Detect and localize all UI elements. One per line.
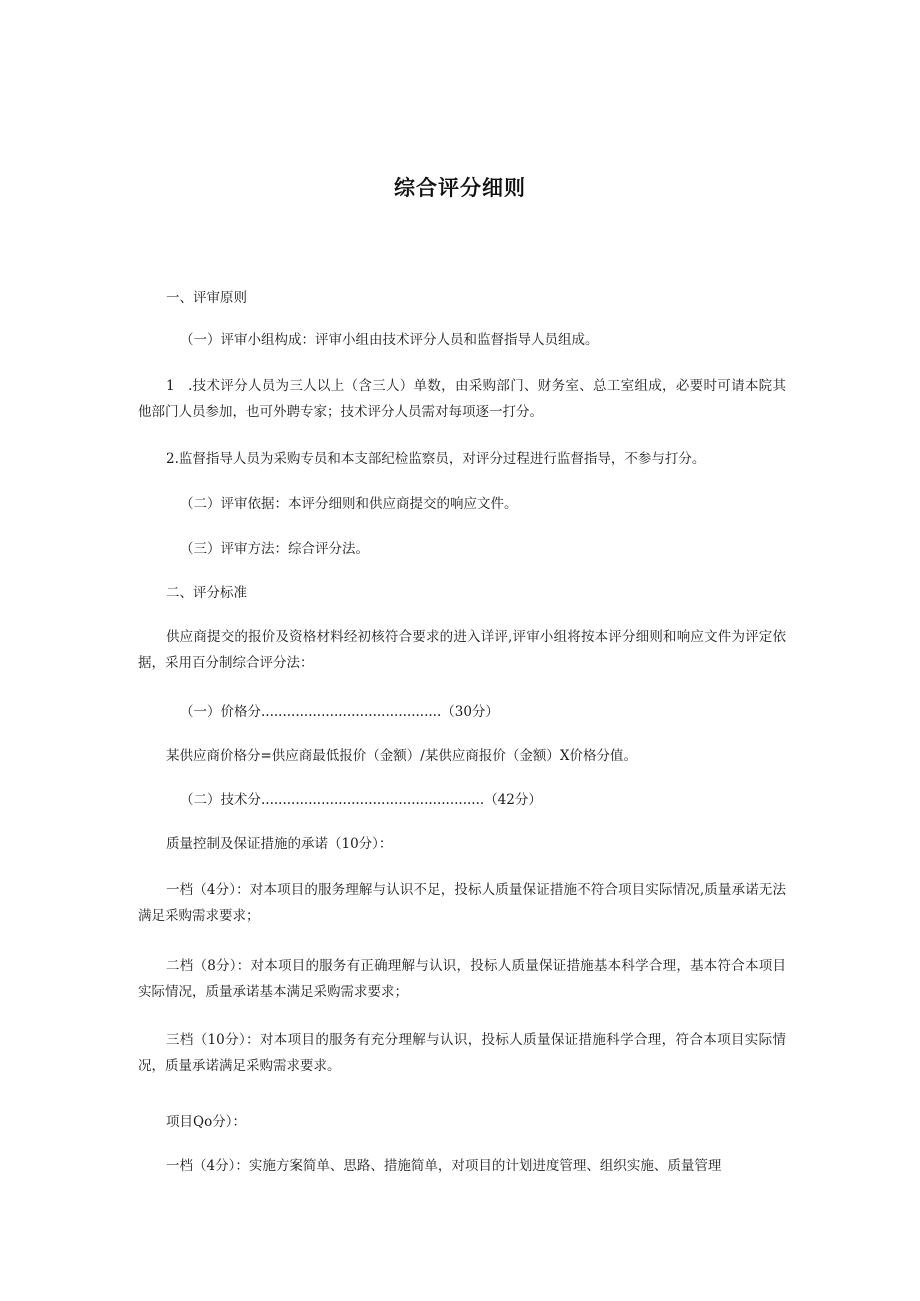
paragraph-review-basis: （二）评审依据：本评分细则和供应商提交的响应文件。 (180, 496, 518, 512)
paragraph-supervisors: 2.监督指导人员为采购专员和本支部纪检监察员，对评分过程进行监督指导，不参与打分。 (166, 451, 706, 467)
paragraph-price-score: （一）价格分..........................................（30分） (180, 704, 499, 720)
section-heading-scoring-standards: 二、评分标准 (166, 585, 247, 601)
paragraph-quality-tier-2: 二档（8分）：对本项目的服务有正确理解与认识，投标人质量保证措施基本科学合理，基本符合本项目实际情况，质量承诺基本满足采购需求要求； (138, 958, 786, 1000)
paragraph-panel-composition: （一）评审小组构成：评审小组由技术评分人员和监督指导人员组成。 (180, 332, 599, 348)
section-heading-review-principles: 一、评审原则 (166, 290, 247, 306)
paragraph-scoring-intro: 供应商提交的报价及资格材料经初核符合要求的进入详评,评审小组将按本评分细则和响应文件为评定依据，采用百分制综合评分法： (138, 629, 786, 671)
paragraph-quality-tier-1: 一档（4分）：对本项目的服务理解与认识不足，投标人质量保证措施不符合项目实际情况,质量承诺无法满足采购需求要求； (138, 882, 786, 924)
paragraph-quality-commitment: 质量控制及保证措施的承诺（10分）： (166, 836, 393, 852)
paragraph-review-method: （三）评审方法：综合评分法。 (180, 541, 369, 557)
paragraph-price-formula: 某供应商价格分=供应商最低报价（金额）/某供应商报价（金额）X价格分值。 (166, 748, 637, 764)
paragraph-project-heading: 项目Qo分）： (166, 1114, 246, 1130)
paragraph-quality-tier-3: 三档（10分）：对本项目的服务有充分理解与认识，投标人质量保证措施科学合理，符合本项目实际情况，质量承诺满足采购需求要求。 (138, 1032, 786, 1074)
paragraph-technical-score: （二）技术分....................................................（42分） (180, 792, 542, 808)
document-title: 综合评分细则 (394, 176, 526, 200)
paragraph-technical-scorers: 1 .技术评分人员为三人以上（含三人）单数，由采购部门、财务室、总工室组成，必要时可请本院其他部门人员参加，也可外聘专家；技术评分人员需对每项逐一打分。 (138, 378, 786, 420)
paragraph-project-tier-1: 一档（4分）：实施方案简单、思路、措施简单，对项目的计划进度管理、组织实施、质量管理 (166, 1158, 722, 1174)
